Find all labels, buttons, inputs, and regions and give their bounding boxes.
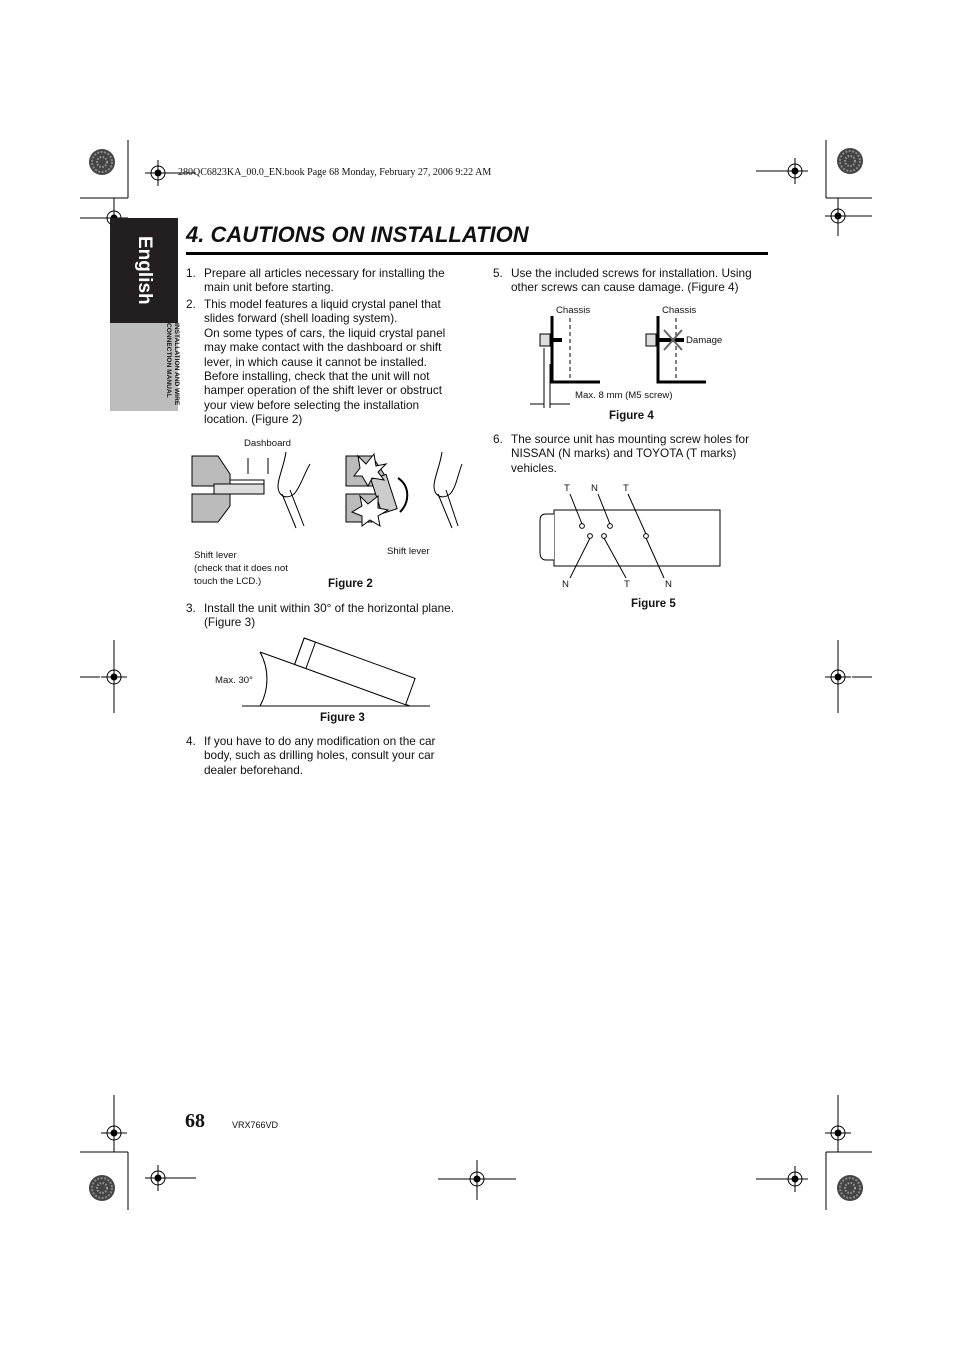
fig5-top-mark-2: N bbox=[591, 483, 598, 494]
item-text: Use the included screws for installation. Using other screws can cause damage. (Figure 4) bbox=[511, 266, 752, 295]
item-number: 3. bbox=[186, 601, 196, 615]
figure-2-illustration bbox=[190, 450, 470, 530]
fig5-bottom-mark-3: N bbox=[665, 579, 672, 590]
figure-2-caption: Figure 2 bbox=[328, 578, 373, 590]
item-number: 6. bbox=[493, 432, 503, 446]
fig4-max-screw-label: Max. 8 mm (M5 screw) bbox=[575, 390, 673, 401]
item-text: If you have to do any modification on the car body, such as drilling holes, consult your car dealer beforehand. bbox=[204, 734, 436, 777]
title-divider bbox=[186, 252, 768, 255]
item-text: Prepare all articles necessary for installing the main unit before starting. bbox=[204, 266, 445, 295]
list-item-1 bbox=[186, 266, 462, 295]
fig2-shift-right: Shift lever bbox=[387, 546, 430, 557]
manual-tab-label: INSTALLATION AND WIRE CONNECTION MANUAL bbox=[165, 323, 180, 406]
fig4-damage-label: Damage bbox=[686, 335, 723, 346]
item-number: 4. bbox=[186, 734, 196, 748]
list-item-6 bbox=[493, 432, 769, 475]
section-title: 4. CAUTIONS ON INSTALLATION bbox=[186, 222, 529, 247]
fig2-shift-left-3: touch the LCD.) bbox=[194, 576, 262, 587]
figure-4-caption: Figure 4 bbox=[609, 410, 654, 422]
fig2-shift-left-2: (check that it does not bbox=[194, 563, 288, 574]
book-header-line: 280QC6823KA_00.0_EN.book Page 68 Monday, February 27, 2006 9:22 AM bbox=[178, 167, 492, 178]
figure-3-caption: Figure 3 bbox=[320, 712, 365, 724]
item-number: 2. bbox=[186, 297, 196, 311]
language-tab-label: English bbox=[134, 236, 155, 305]
model-number: VRX766VD bbox=[232, 1120, 279, 1130]
fig2-shift-left-1: Shift lever bbox=[194, 550, 237, 561]
figure-5-illustration bbox=[530, 490, 730, 588]
item-text: The source unit has mounting screw holes for NISSAN (N marks) and TOYOTA (T marks) vehicles. bbox=[511, 432, 750, 475]
item-text: This model features a liquid crystal panel that slides forward (shell loading system). bbox=[204, 297, 441, 326]
fig4-chassis-left: Chassis bbox=[556, 305, 591, 316]
list-item-2 bbox=[186, 297, 462, 427]
item-text: Install the unit within 30° of the horizontal plane. (Figure 3) bbox=[204, 601, 454, 630]
figure-3-illustration bbox=[230, 636, 440, 712]
fig3-angle-label: Max. 30° bbox=[215, 675, 253, 686]
item-number: 5. bbox=[493, 266, 503, 280]
list-item-4 bbox=[186, 734, 462, 777]
figure-5-caption: Figure 5 bbox=[631, 598, 676, 610]
fig5-bottom-mark-1: N bbox=[562, 579, 569, 590]
fig5-top-mark-1: T bbox=[564, 483, 570, 494]
fig5-bottom-mark-2: T bbox=[624, 579, 630, 590]
fig4-chassis-right: Chassis bbox=[662, 305, 697, 316]
fig2-dashboard-label: Dashboard bbox=[244, 438, 291, 449]
fig5-top-mark-3: T bbox=[623, 483, 629, 494]
item-number: 1. bbox=[186, 266, 196, 280]
item-text-continued: On some types of cars, the liquid crystal panel may make contact with the dashboard or shift lever, in which cause it cannot be installed. Before installing, check that the unit will not hamper operation of the shift lever or obstruct your view before selecting the installation location. (Figure 2) bbox=[204, 325, 446, 427]
list-item-5 bbox=[493, 266, 769, 295]
list-item-3 bbox=[186, 601, 462, 630]
page-number: 68 bbox=[185, 1110, 205, 1132]
